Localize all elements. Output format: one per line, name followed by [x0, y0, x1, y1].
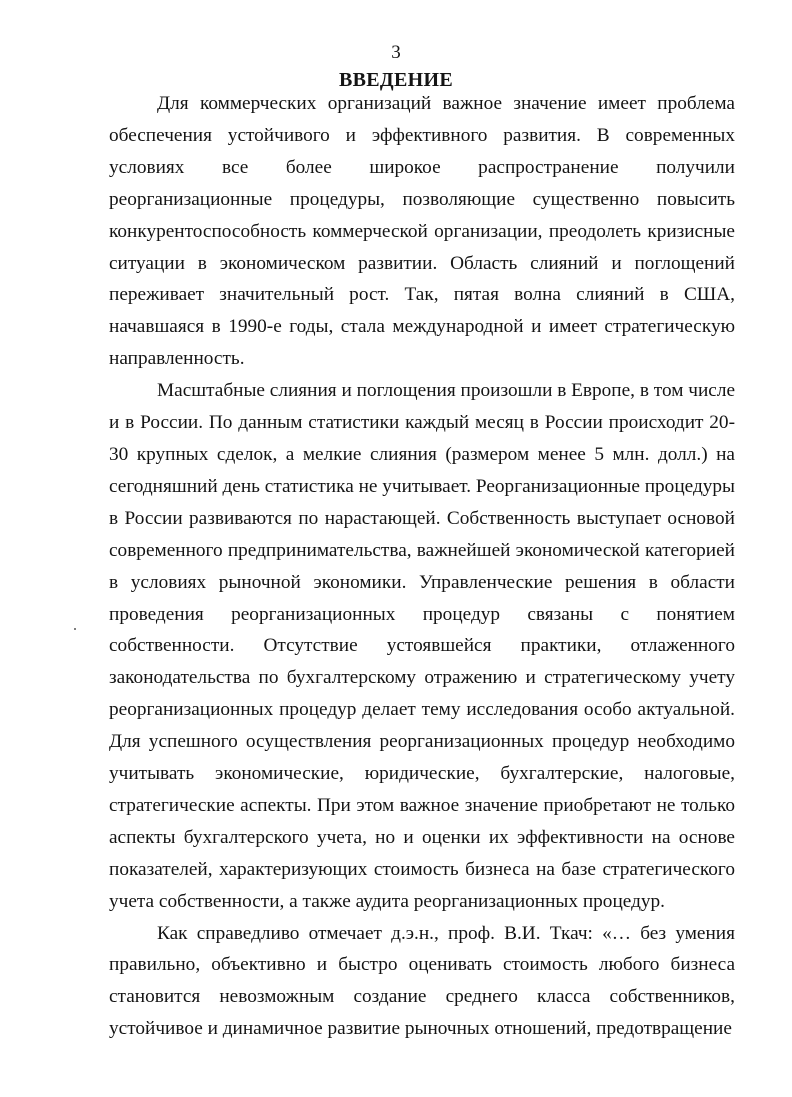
page-number: 3 [391, 42, 401, 63]
paragraph-1: Для коммерческих организаций важное значение имеет проблема обеспечения устойчивого и эффективного развития. В современных условиях все более широкое распространение получили реорганизационные процедуры, позволяющие существенно повысить конкурентоспособность коммерческой организации, преодолеть кризисные ситуации в экономическом развитии. Область слияний и поглощений переживает значительный рост. Так, пятая волна слияний в США, начавшаяся в 1990-е годы, стала международной и имеет стратегическую направленность. [109, 93, 735, 370]
paragraph-2: Масштабные слияния и поглощения произошли в Европе, в том числе и в России. По данным статистики каждый месяц в России происходит 20-30 крупных сделок, а мелкие слияния (размером менее 5 млн. долл.) на сегодняшний день статистика не учитывает. Реорганизационные процедуры в России развиваются по нарастающей. Собственность выступает основой современного предпринимательства, важнейшей экономической категорией в условиях рыночной экономики. Управленческие решения в области проведения реорганизационных процедур связаны с понятием собственности. Отсутствие устоявшейся практики, отлаженного законодательства по бухгалтерскому отражению и стратегическому учету реорганизационных процедур делает тему исследования особо актуальной. Для успешного осуществления реорганизационных процедур необходимо учитывать экономические, юридические, бухгалтерские, налоговые, стратегические аспекты. При этом важное значение приобретают не только аспекты бухгалтерского учета, но и оценки их эффективности на основе показателей, характеризующих стоимость бизнеса на базе стратегического учета собственности, а также аудита реорганизационных процедур. [109, 380, 735, 912]
scan-speck [74, 628, 76, 630]
document-body [109, 88, 735, 1045]
paragraph-3: Как справедливо отмечает д.э.н., проф. В.И. Ткач: «… без умения правильно, объективно и быстро оценивать стоимость любого бизнеса становится невозможным создание среднего класса собственников, устойчивое и динамичное развитие рыночных отношений, предотвращение [109, 922, 735, 1040]
page-heading: ВВЕДЕНИЕ [339, 69, 453, 91]
